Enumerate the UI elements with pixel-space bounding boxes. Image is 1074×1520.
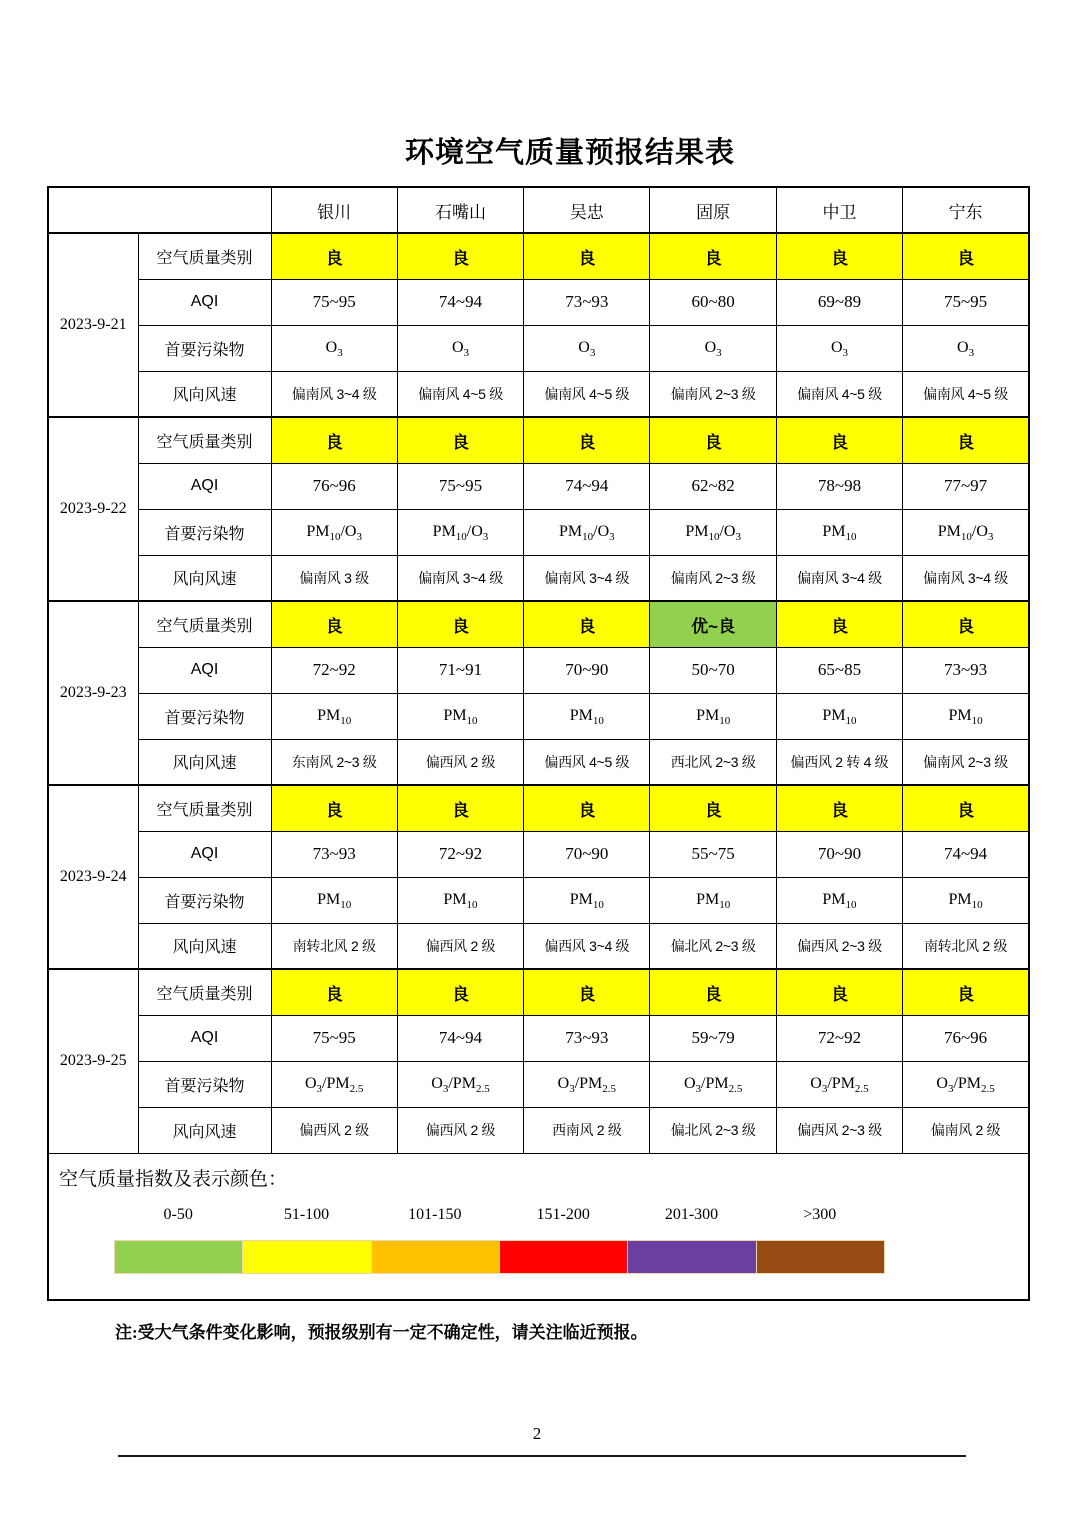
table-cell-pollutant: $PM_{10}$: [776, 877, 902, 923]
table-row-label: 首要污染物: [138, 877, 271, 923]
table-row-label: 空气质量类别: [138, 417, 271, 463]
table-cell-wind: 西南风 2 级: [524, 1107, 650, 1153]
table-cell-pollutant: $O_3/PM_{2.5}$: [650, 1061, 776, 1107]
table-cell-aqi: 78~98: [776, 463, 902, 509]
table-cell-category: 良: [776, 233, 902, 279]
table-cell-aqi: 73~93: [524, 1015, 650, 1061]
table-cell-pollutant: $PM_{10}$: [397, 693, 523, 739]
legend-range-label: 101-150: [408, 1205, 462, 1223]
table-cell-category: 良: [271, 233, 397, 279]
table-cell-pollutant: $PM_{10}/O_3$: [903, 509, 1029, 555]
table-cell-pollutant: $PM_{10}$: [397, 877, 523, 923]
table-cell-wind: 偏西风 2 级: [397, 1107, 523, 1153]
city-header: 银川: [271, 187, 397, 233]
table-cell-wind: 偏南风 3 级: [271, 555, 397, 601]
table-cell-category: 良: [397, 417, 523, 463]
table-cell-aqi: 75~95: [271, 279, 397, 325]
table-cell-category: 良: [397, 233, 523, 279]
table-cell-wind: 东南风 2~3 级: [271, 739, 397, 785]
table-cell-pollutant: $PM_{10}/O_3$: [397, 509, 523, 555]
table-row-label: AQI: [138, 831, 271, 877]
table-cell-category: 良: [903, 969, 1029, 1015]
table-cell-wind: 偏南风 3~4 级: [397, 555, 523, 601]
table-row-label: 风向风速: [138, 739, 271, 785]
city-header: 固原: [650, 187, 776, 233]
table-cell-category: 良: [524, 601, 650, 647]
table-cell-pollutant: $O_3$: [271, 325, 397, 371]
footer-rule: [118, 1455, 966, 1457]
table-cell-wind: 偏西风 2 级: [271, 1107, 397, 1153]
legend-range-label: >300: [803, 1205, 837, 1223]
table-cell-category: 良: [650, 969, 776, 1015]
table-cell-aqi: 50~70: [650, 647, 776, 693]
table-cell-pollutant: $O_3$: [776, 325, 902, 371]
legend-range-label: 151-200: [536, 1205, 590, 1223]
city-header: 中卫: [776, 187, 902, 233]
legend-color-swatch: [627, 1240, 756, 1274]
table-cell-category: 良: [903, 417, 1029, 463]
legend-color-bar: [114, 1240, 884, 1274]
table-cell-wind: 偏南风 3~4 级: [271, 371, 397, 417]
table-cell-aqi: 74~94: [397, 279, 523, 325]
table-cell-pollutant: $O_3/PM_{2.5}$: [524, 1061, 650, 1107]
forecast-table: [47, 186, 1030, 1301]
table-cell-category: 良: [397, 601, 523, 647]
table-row-label: 风向风速: [138, 555, 271, 601]
table-cell-wind: 偏南风 4~5 级: [397, 371, 523, 417]
table-cell-category: 良: [903, 233, 1029, 279]
table-row-label: 首要污染物: [138, 509, 271, 555]
table-cell-wind: 偏西风 3~4 级: [524, 923, 650, 969]
table-row-label: 空气质量类别: [138, 969, 271, 1015]
table-cell-aqi: 60~80: [650, 279, 776, 325]
table-cell-pollutant: $O_3/PM_{2.5}$: [397, 1061, 523, 1107]
table-cell-aqi: 70~90: [524, 647, 650, 693]
table-cell-category: 良: [650, 417, 776, 463]
table-cell-category: 良: [524, 417, 650, 463]
table-cell-wind: 偏北风 2~3 级: [650, 923, 776, 969]
table-cell-wind: 偏西风 2 转 4 级: [776, 739, 902, 785]
table-cell-pollutant: $PM_{10}$: [776, 693, 902, 739]
table-cell-aqi: 73~93: [903, 647, 1029, 693]
table-cell-pollutant: $PM_{10}/O_3$: [524, 509, 650, 555]
table-cell-aqi: 72~92: [397, 831, 523, 877]
table-cell-category: 良: [903, 785, 1029, 831]
legend-range-labels: [114, 1206, 884, 1224]
table-cell-wind: 偏南风 3~4 级: [776, 555, 902, 601]
table-cell-aqi: 55~75: [650, 831, 776, 877]
table-cell-aqi: 73~93: [271, 831, 397, 877]
table-cell-aqi: 77~97: [903, 463, 1029, 509]
page-title: 环境空气质量预报结果表: [404, 137, 735, 169]
table-cell-aqi: 74~94: [524, 463, 650, 509]
table-cell-aqi: 72~92: [271, 647, 397, 693]
legend-range-label: 201-300: [664, 1205, 719, 1223]
table-cell-pollutant: $O_3/PM_{2.5}$: [776, 1061, 902, 1107]
table-header: [48, 187, 1029, 233]
legend-color-swatch: [756, 1240, 885, 1274]
table-cell-category: 良: [524, 233, 650, 279]
table-cell-wind: 偏西风 2 级: [397, 923, 523, 969]
city-header: 石嘴山: [397, 187, 523, 233]
table-row-label: 空气质量类别: [138, 601, 271, 647]
table-cell-aqi: 69~89: [776, 279, 902, 325]
table-cell-pollutant: $O_3/PM_{2.5}$: [271, 1061, 397, 1107]
table-cell-pollutant: $PM_{10}$: [271, 693, 397, 739]
city-header: 宁东: [903, 187, 1029, 233]
table-row-label: 风向风速: [138, 371, 271, 417]
table-cell-category: 良: [271, 969, 397, 1015]
table-row-label: 首要污染物: [138, 1061, 271, 1107]
table-cell-category: 良: [271, 417, 397, 463]
legend-color-swatch: [499, 1240, 628, 1274]
table-row-label: AQI: [138, 1015, 271, 1061]
table-cell-wind: 偏南风 3~4 级: [903, 555, 1029, 601]
table-cell-pollutant: $PM_{10}/O_3$: [271, 509, 397, 555]
table-row-label: 风向风速: [138, 923, 271, 969]
page-number: 2: [532, 1424, 542, 1443]
page-note: 注:受大气条件变化影响，预报级别有一定不确定性，请关注临近预报。: [115, 1323, 648, 1342]
table-cell-wind: 西北风 2~3 级: [650, 739, 776, 785]
table-row-label: AQI: [138, 647, 271, 693]
table-row-label: 风向风速: [138, 1107, 271, 1153]
table-row-label: AQI: [138, 279, 271, 325]
table-cell-pollutant: $O_3$: [397, 325, 523, 371]
table-cell-pollutant: $PM_{10}$: [650, 877, 776, 923]
legend-color-swatch: [114, 1240, 243, 1274]
table-cell-aqi: 75~95: [903, 279, 1029, 325]
table-cell-category: 良: [776, 785, 902, 831]
table-cell-date: 2023-9-21: [48, 233, 138, 417]
table-cell-category: 良: [650, 785, 776, 831]
table-cell-wind: 偏南风 4~5 级: [776, 371, 902, 417]
table-cell-pollutant: $O_3$: [650, 325, 776, 371]
table-row-label: 空气质量类别: [138, 785, 271, 831]
legend-color-swatch: [242, 1240, 371, 1274]
table-cell-aqi: 70~90: [524, 831, 650, 877]
table-cell-aqi: 76~96: [903, 1015, 1029, 1061]
table-cell-category: 良: [524, 969, 650, 1015]
table-cell-wind: 偏西风 2 级: [397, 739, 523, 785]
table-body: [48, 233, 1029, 1300]
table-cell-pollutant: $PM_{10}$: [271, 877, 397, 923]
table-row-label: 空气质量类别: [138, 233, 271, 279]
legend-range-label: 0-50: [163, 1205, 193, 1223]
table-cell-category: 良: [776, 601, 902, 647]
legend-title: 空气质量指数及表示颜色：: [59, 1168, 288, 1190]
table-cell-aqi: 76~96: [271, 463, 397, 509]
table-cell-wind: 偏西风 4~5 级: [524, 739, 650, 785]
table-cell-pollutant: $PM_{10}$: [524, 877, 650, 923]
table-cell-category: 良: [271, 601, 397, 647]
table-cell-wind: 偏南风 2~3 级: [650, 371, 776, 417]
table-cell-date: 2023-9-25: [48, 969, 138, 1153]
table-corner-cell: [48, 187, 271, 233]
table-cell-date: 2023-9-23: [48, 601, 138, 785]
table-cell-pollutant: $PM_{10}$: [524, 693, 650, 739]
table-cell-aqi: 70~90: [776, 831, 902, 877]
table-cell-pollutant: $PM_{10}$: [776, 509, 902, 555]
table-cell-pollutant: $O_3$: [524, 325, 650, 371]
table-cell-wind: 偏南风 4~5 级: [903, 371, 1029, 417]
table-cell-aqi: 65~85: [776, 647, 902, 693]
table-cell-pollutant: $PM_{10}$: [903, 693, 1029, 739]
table-cell-category: 良: [776, 417, 902, 463]
table-row-label: AQI: [138, 463, 271, 509]
table-cell-category: 良: [524, 785, 650, 831]
table-cell-pollutant: $O_3$: [903, 325, 1029, 371]
city-header: 吴忠: [524, 187, 650, 233]
table-cell-wind: 南转北风 2 级: [271, 923, 397, 969]
table-cell-category: 良: [397, 969, 523, 1015]
table-row-label: 首要污染物: [138, 693, 271, 739]
table-row-label: 首要污染物: [138, 325, 271, 371]
table-cell-category: 良: [397, 785, 523, 831]
table-cell-aqi: 74~94: [903, 831, 1029, 877]
table-cell-aqi: 71~91: [397, 647, 523, 693]
table-cell-category: 良: [271, 785, 397, 831]
table-cell-wind: 偏西风 2~3 级: [776, 923, 902, 969]
legend-cell: [48, 1153, 1029, 1300]
table-cell-date: 2023-9-24: [48, 785, 138, 969]
table-cell-category: 良: [776, 969, 902, 1015]
table-cell-category: 良: [650, 233, 776, 279]
table-cell-wind: 偏南风 2~3 级: [650, 555, 776, 601]
table-cell-aqi: 73~93: [524, 279, 650, 325]
table-cell-wind: 偏西风 2~3 级: [776, 1107, 902, 1153]
table-cell-aqi: 62~82: [650, 463, 776, 509]
table-cell-pollutant: $PM_{10}$: [650, 693, 776, 739]
legend-color-swatch: [371, 1240, 500, 1274]
table-cell-aqi: 75~95: [271, 1015, 397, 1061]
table-cell-wind: 偏南风 4~5 级: [524, 371, 650, 417]
table-cell-pollutant: $PM_{10}/O_3$: [650, 509, 776, 555]
table-cell-pollutant: $PM_{10}$: [903, 877, 1029, 923]
table-cell-date: 2023-9-22: [48, 417, 138, 601]
table-cell-aqi: 72~92: [776, 1015, 902, 1061]
table-cell-wind: 偏南风 3~4 级: [524, 555, 650, 601]
table-cell-aqi: 59~79: [650, 1015, 776, 1061]
table-cell-wind: 偏北风 2~3 级: [650, 1107, 776, 1153]
table-cell-aqi: 74~94: [397, 1015, 523, 1061]
table-cell-aqi: 75~95: [397, 463, 523, 509]
table-cell-pollutant: $O_3/PM_{2.5}$: [903, 1061, 1029, 1107]
table-cell-wind: 南转北风 2 级: [903, 923, 1029, 969]
table-cell-wind: 偏南风 2~3 级: [903, 739, 1029, 785]
table-cell-category: 良: [903, 601, 1029, 647]
table-cell-wind: 偏南风 2 级: [903, 1107, 1029, 1153]
table-cell-category: 优~良: [650, 601, 776, 647]
legend-range-label: 51-100: [283, 1205, 330, 1223]
